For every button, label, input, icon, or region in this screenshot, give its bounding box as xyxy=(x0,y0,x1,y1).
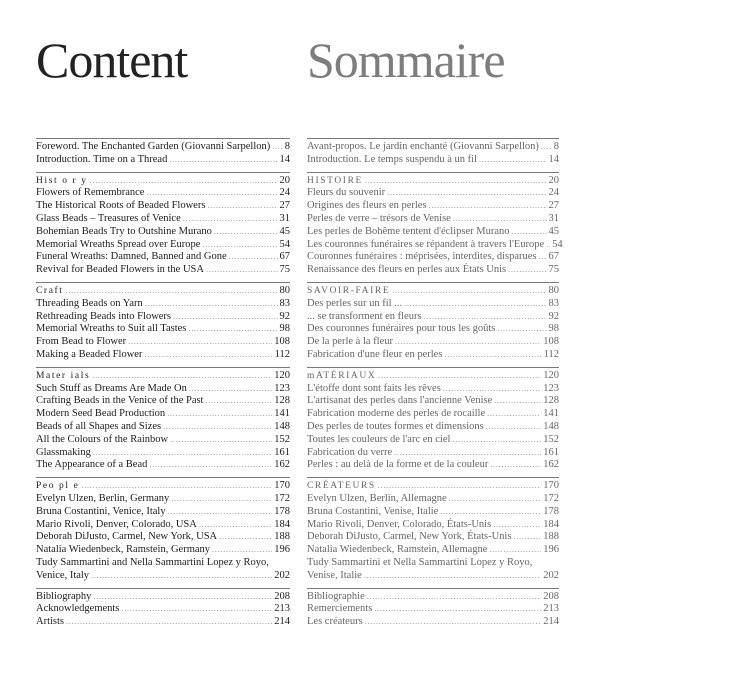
toc-section-craft xyxy=(307,282,559,362)
toc-page-number: 148 xyxy=(274,420,290,432)
toc-entry-title: Des perles sur un fil ... xyxy=(307,297,403,309)
toc-page-number: 152 xyxy=(274,433,290,445)
toc-entry-title: Perles : au delà de la forme et de la couleur xyxy=(307,459,489,471)
toc-entry-title: Memorial Wreaths Spread over Europe xyxy=(36,238,201,250)
toc-entry-title: Artists xyxy=(36,616,65,628)
toc-category-row[interactable] xyxy=(36,480,290,493)
toc-page-number: 112 xyxy=(543,348,559,360)
toc-page-number: 31 xyxy=(548,212,559,224)
dot-leader xyxy=(212,544,272,557)
toc-entry-title: Fleurs du souvenir xyxy=(307,187,386,199)
toc-entry-title: Deborah DiJusto, Carmel, New York, États-Unis xyxy=(307,531,512,543)
toc-page-number: 178 xyxy=(543,505,559,517)
toc-entry-title: Introduction. Time on a Thread xyxy=(36,153,168,165)
toc-entry-row[interactable] xyxy=(36,493,290,506)
toc-entry-title: Such Stuff as Dreams Are Made On xyxy=(36,382,187,394)
toc-page-number: 170 xyxy=(543,480,559,492)
toc-page-number: 108 xyxy=(543,336,559,348)
toc-entry-title: Tudy Sammartini and Nella Sammartini Lopez y Royo, xyxy=(36,556,269,568)
toc-page-number: 45 xyxy=(279,225,290,237)
toc-category-row[interactable] xyxy=(307,480,559,493)
toc-entry-row[interactable] xyxy=(307,238,563,252)
toc-entry-title: Remerciements xyxy=(307,603,373,615)
toc-entry-title: Couronnes funéraires : méprisées, interdites, disparues xyxy=(307,251,537,263)
toc-entry-row[interactable] xyxy=(307,591,559,604)
toc-page-number: 75 xyxy=(548,264,559,276)
toc-category-row[interactable] xyxy=(36,175,290,188)
toc-page-number: 67 xyxy=(279,251,290,263)
dot-leader xyxy=(512,226,547,239)
toc-entry-title: Les perles de Bohême tentent d'éclipser Murano xyxy=(307,225,510,237)
toc-entry-row[interactable] xyxy=(36,383,290,396)
dot-leader xyxy=(144,349,272,362)
dot-leader xyxy=(489,544,541,557)
toc-page-number: 128 xyxy=(274,395,290,407)
toc-entry-title: Evelyn Ulzen, Berlin, Allemagne xyxy=(307,492,447,504)
toc-entry-title: Des couronnes funéraires pour tous les goûts xyxy=(307,323,496,335)
toc-section-intro xyxy=(36,138,290,167)
toc-entry-row[interactable] xyxy=(307,506,559,519)
toc-entry-title: Glass Beads – Treasures of Venice xyxy=(36,212,181,224)
dot-leader xyxy=(146,187,277,200)
toc-entry-title: Fabrication du verre xyxy=(307,446,393,458)
toc-page-number: 20 xyxy=(548,174,559,186)
sommaire-heading: Sommaire xyxy=(307,32,505,88)
dot-leader xyxy=(171,493,272,506)
toc-entry-title: The Historical Roots of Beaded Flowers xyxy=(36,200,206,212)
dot-leader xyxy=(479,154,546,167)
toc-category-title: Hist o r y xyxy=(36,175,88,186)
dot-leader xyxy=(149,459,272,472)
toc-section-people xyxy=(307,477,559,582)
dot-leader xyxy=(367,591,542,604)
toc-entry-title: Beads of all Shapes and Sizes xyxy=(36,420,162,432)
toc-entry-row[interactable] xyxy=(36,200,290,213)
toc-entry-row[interactable] xyxy=(307,395,559,408)
dot-leader xyxy=(188,323,277,336)
toc-entry-row[interactable] xyxy=(36,447,290,460)
toc-entry-title: De la perle à la fleur xyxy=(307,336,393,348)
dot-leader xyxy=(497,323,546,336)
dot-leader xyxy=(205,395,272,408)
dot-leader xyxy=(170,434,272,447)
toc-entry-row[interactable] xyxy=(36,239,290,252)
dot-leader xyxy=(546,239,550,252)
dot-leader xyxy=(490,459,541,472)
dot-leader xyxy=(449,493,542,506)
toc-page-number: 83 xyxy=(279,297,290,309)
toc-entry-row[interactable] xyxy=(307,459,559,472)
toc-page-number: 83 xyxy=(548,297,559,309)
toc-entry-title: Bibliography xyxy=(36,590,92,602)
toc-page-number: 120 xyxy=(274,369,290,381)
toc-page-number: 162 xyxy=(543,459,559,471)
toc-entry-title: Modern Seed Bead Production xyxy=(36,408,166,420)
toc-page-number: 14 xyxy=(548,153,559,165)
toc-entry-row[interactable] xyxy=(36,311,290,324)
toc-page-number: 112 xyxy=(274,348,290,360)
toc-entry-row[interactable] xyxy=(307,493,559,506)
toc-entry-title: Memorial Wreaths to Suit all Tastes xyxy=(36,323,187,335)
toc-entry-row[interactable] xyxy=(307,544,559,557)
dot-leader xyxy=(214,226,278,239)
dot-leader xyxy=(378,480,541,493)
toc-entry-title: Mario Rivoli, Denver, Colorado, États-Unis xyxy=(307,518,492,530)
dot-leader xyxy=(453,213,547,226)
toc-page-number: 20 xyxy=(279,174,290,186)
toc-page-number: 208 xyxy=(543,590,559,602)
toc-page-number: 188 xyxy=(543,531,559,543)
toc-entry-title: Venise, Italie xyxy=(307,569,362,581)
toc-entry-title: Perles de verre – trésors de Venise xyxy=(307,212,451,224)
toc-entry-title: Acknowledgements xyxy=(36,603,120,615)
toc-entry-row[interactable] xyxy=(36,616,290,629)
toc-entry-row[interactable] xyxy=(307,531,559,544)
toc-entry-row[interactable] xyxy=(307,154,559,167)
toc-entry-row[interactable] xyxy=(36,251,290,264)
toc-entry-title: Bohemian Beads Try to Outshine Murano xyxy=(36,225,212,237)
dot-leader xyxy=(364,570,541,583)
dot-leader xyxy=(199,519,272,532)
toc-entry-title: ... se transforment en fleurs xyxy=(307,310,422,322)
toc-entry-title: Introduction. Le temps suspendu à un fil xyxy=(307,153,478,165)
toc-entry-row[interactable] xyxy=(307,421,559,434)
toc-entry-row[interactable] xyxy=(36,154,290,167)
toc-entry-title: Les créateurs xyxy=(307,616,363,628)
toc-entry-row[interactable] xyxy=(36,408,290,421)
toc-page-number: 184 xyxy=(274,518,290,530)
toc-entry-row[interactable] xyxy=(36,226,290,239)
toc-page-number: 188 xyxy=(274,531,290,543)
dot-leader xyxy=(374,603,541,616)
dot-leader xyxy=(365,616,542,629)
dot-leader xyxy=(202,239,277,252)
toc-entry-row[interactable] xyxy=(307,349,559,362)
toc-category-title: mATÉRIAUX xyxy=(307,370,377,381)
dot-leader xyxy=(189,383,272,396)
toc-section-history xyxy=(307,172,563,277)
toc-entry-title: Bruna Costantini, Venise, Italie xyxy=(307,505,439,517)
toc-section-people xyxy=(36,477,290,582)
toc-entry-row[interactable] xyxy=(36,421,290,434)
toc-page-number: 162 xyxy=(274,459,290,471)
toc-entry-title: Rethreading Beads into Flowers xyxy=(36,310,172,322)
toc-entry-row[interactable] xyxy=(307,141,559,154)
toc-entry-row[interactable] xyxy=(307,264,559,277)
toc-entry-row[interactable] xyxy=(307,408,559,421)
toc-page-number: 141 xyxy=(543,408,559,420)
toc-page-number: 202 xyxy=(543,569,559,581)
toc-page-number: 27 xyxy=(548,200,559,212)
toc-entry-title: Making a Beaded Flower xyxy=(36,348,143,360)
toc-entry-title: Revival for Beaded Flowers in the USA xyxy=(36,264,204,276)
toc-entry-row[interactable] xyxy=(307,226,559,239)
toc-page-number: 178 xyxy=(274,505,290,517)
toc-page-number: 161 xyxy=(543,446,559,458)
toc-entry-row[interactable] xyxy=(307,187,559,200)
dot-leader xyxy=(538,251,546,264)
toc-entry-title: Bibliographie xyxy=(307,590,365,602)
toc-entry-title: Threading Beads on Yarn xyxy=(36,297,143,309)
dot-leader xyxy=(91,570,272,583)
toc-entry-row[interactable] xyxy=(307,447,559,460)
toc-entry-row[interactable] xyxy=(36,336,290,349)
toc-entry-title: Renaissance des fleurs en perles aux États Unis xyxy=(307,264,507,276)
toc-entry-row[interactable] xyxy=(307,311,559,324)
toc-entry-title: The Appearance of a Bead xyxy=(36,459,148,471)
toc-page-number: 213 xyxy=(543,603,559,615)
dot-leader xyxy=(167,408,272,421)
dot-leader xyxy=(404,298,546,311)
dot-leader xyxy=(440,506,541,519)
toc-page-number: 196 xyxy=(543,544,559,556)
toc-entry-row[interactable] xyxy=(307,298,559,311)
toc-category-title: Craft xyxy=(36,285,64,296)
content-heading: Content xyxy=(36,32,188,88)
toc-page-number: 123 xyxy=(543,382,559,394)
toc-page-number: 45 xyxy=(548,225,559,237)
dot-leader xyxy=(494,395,541,408)
toc-entry-title: Venice, Italy xyxy=(36,569,90,581)
toc-entry-title: Bruna Costantini, Venice, Italy xyxy=(36,505,166,517)
dot-leader xyxy=(81,480,272,493)
toc-category-row[interactable] xyxy=(36,370,290,383)
toc-entry-row[interactable] xyxy=(36,141,290,154)
dot-leader xyxy=(424,311,547,324)
toc-page-number: 123 xyxy=(274,382,290,394)
toc-entry-title: Les couronnes funéraires se répandent à travers l'Europe xyxy=(307,238,545,250)
toc-category-title: Peo pl e xyxy=(36,481,80,492)
toc-entry-row[interactable] xyxy=(36,591,290,604)
toc-page-number: 196 xyxy=(274,544,290,556)
toc-entry-title: All the Colours of the Rainbow xyxy=(36,433,169,445)
dot-leader xyxy=(66,616,272,629)
toc-page-number: 172 xyxy=(274,492,290,504)
toc-page-number: 108 xyxy=(274,336,290,348)
toc-entry-title: From Bead to Flower xyxy=(36,336,127,348)
toc-entry-row[interactable] xyxy=(36,213,290,226)
toc-page-number: 170 xyxy=(274,480,290,492)
toc-page-number: 120 xyxy=(543,369,559,381)
toc-entry-title: Mario Rivoli, Denver, Colorado, USA xyxy=(36,518,197,530)
toc-entry-title: Fabrication moderne des perles de rocaille xyxy=(307,408,486,420)
toc-column-english xyxy=(36,138,290,634)
dot-leader xyxy=(163,421,272,434)
toc-page-number: 214 xyxy=(543,616,559,628)
toc-page-number: 80 xyxy=(279,284,290,296)
toc-entry-row[interactable] xyxy=(36,395,290,408)
toc-entry-title: Evelyn Ulzen, Berlin, Germany xyxy=(36,492,170,504)
toc-section-intro xyxy=(307,138,559,167)
toc-page-number: 213 xyxy=(274,603,290,615)
toc-page-number: 161 xyxy=(274,446,290,458)
toc-entry-title: Foreword. The Enchanted Garden (Giovanni Sarpellon) xyxy=(36,141,271,152)
toc-column-french xyxy=(307,138,563,634)
dot-leader xyxy=(145,298,278,311)
dot-leader xyxy=(219,531,272,544)
toc-entry-row[interactable] xyxy=(307,200,559,213)
toc-entry-row[interactable] xyxy=(36,264,290,277)
toc-entry-title: Fabrication d'une fleur en perles xyxy=(307,348,443,360)
toc-page-number: 98 xyxy=(548,323,559,335)
toc-entry-row[interactable] xyxy=(36,434,290,447)
toc-entry-row[interactable] xyxy=(36,459,290,472)
toc-entry-row[interactable] xyxy=(307,251,559,264)
toc-page-number: 67 xyxy=(548,251,559,263)
toc-entry-row[interactable] xyxy=(36,506,290,519)
toc-entry-title: Glassmaking xyxy=(36,446,91,458)
toc-category-row[interactable] xyxy=(36,285,290,298)
toc-entry-title: L'artisanat des perles dans l'ancienne Venise xyxy=(307,395,493,407)
dot-leader xyxy=(493,519,541,532)
toc-page-number: 8 xyxy=(553,141,559,152)
toc-page-number: 24 xyxy=(279,187,290,199)
toc-entry-row[interactable] xyxy=(307,323,559,336)
toc-page-number: 202 xyxy=(274,569,290,581)
dot-leader xyxy=(173,311,277,324)
toc-page-number: 54 xyxy=(279,238,290,250)
toc-entry-row[interactable] xyxy=(36,349,290,362)
dot-leader xyxy=(395,336,541,349)
toc-entry-title: Avant-propos. Le jardin enchanté (Giovanni Sarpellon) xyxy=(307,141,539,152)
toc-entry-row[interactable] xyxy=(307,557,559,570)
toc-entry-title: Natalia Wiedenbeck, Ramstein, Germany xyxy=(36,544,211,556)
dot-leader xyxy=(128,336,272,349)
dot-leader xyxy=(206,264,278,277)
toc-entry-row[interactable] xyxy=(307,603,559,616)
toc-page-number: 24 xyxy=(548,187,559,199)
toc-entry-row[interactable] xyxy=(307,434,559,447)
toc-page-number: 141 xyxy=(274,408,290,420)
dot-leader xyxy=(392,285,546,298)
toc-page-number: 184 xyxy=(543,518,559,530)
toc-category-title: CRÉATEURS xyxy=(307,481,376,492)
toc-page-number: 148 xyxy=(543,420,559,432)
toc-entry-row[interactable] xyxy=(36,531,290,544)
toc-entry-title: Funeral Wreaths: Damned, Banned and Gone xyxy=(36,251,227,263)
dot-leader xyxy=(90,175,278,188)
toc-entry-title: Flowers of Remembrance xyxy=(36,187,145,199)
dot-leader xyxy=(387,187,546,200)
dot-leader xyxy=(452,434,541,447)
toc-category-row[interactable] xyxy=(307,175,559,188)
dot-leader xyxy=(272,141,283,154)
dot-leader xyxy=(207,200,277,213)
dot-leader xyxy=(168,506,273,519)
dot-leader xyxy=(93,591,272,604)
toc-entry-title: Origines des fleurs en perles xyxy=(307,200,427,212)
dot-leader xyxy=(513,531,541,544)
dot-leader xyxy=(487,408,541,421)
dot-leader xyxy=(508,264,546,277)
toc-section-craft xyxy=(36,282,290,362)
toc-entry-row[interactable] xyxy=(307,570,559,583)
toc-entry-title: Tudy Sammartini et Nella Sammartini Lopez y Royo, xyxy=(307,556,533,568)
dot-leader xyxy=(121,603,272,616)
toc-entry-row[interactable] xyxy=(36,298,290,311)
toc-entry-row[interactable] xyxy=(36,323,290,336)
toc-category-title: Mater ials xyxy=(36,370,91,381)
toc-page-number: 214 xyxy=(274,616,290,628)
dot-leader xyxy=(429,200,547,213)
dot-leader xyxy=(541,141,552,154)
toc-entry-row[interactable] xyxy=(36,603,290,616)
toc-entry-row[interactable] xyxy=(36,544,290,557)
toc-page-number: 128 xyxy=(543,395,559,407)
dot-leader xyxy=(365,175,547,188)
toc-entry-row[interactable] xyxy=(307,383,559,396)
dot-leader xyxy=(183,213,278,226)
toc-page-number: 92 xyxy=(279,310,290,322)
toc-page-number: 54 xyxy=(552,238,563,250)
toc-section-materials xyxy=(307,367,559,472)
toc-page-number: 31 xyxy=(279,212,290,224)
toc-entry-row[interactable] xyxy=(307,336,559,349)
toc-section-back xyxy=(307,588,559,629)
toc-page-number: 8 xyxy=(284,141,290,152)
toc-entry-row[interactable] xyxy=(307,616,559,629)
toc-page-number: 14 xyxy=(279,153,290,165)
toc-entry-row[interactable] xyxy=(36,570,290,583)
dot-leader xyxy=(486,421,542,434)
toc-section-history xyxy=(36,172,290,277)
toc-category-title: HISTOIRE xyxy=(307,175,363,186)
toc-page-number: 75 xyxy=(279,264,290,276)
dot-leader xyxy=(394,447,541,460)
dot-leader xyxy=(92,370,272,383)
toc-entry-title: Toutes les couleurs de l'arc en ciel xyxy=(307,433,451,445)
dot-leader xyxy=(66,285,278,298)
toc-section-back xyxy=(36,588,290,629)
toc-category-title: SAVOIR-FAIRE xyxy=(307,285,391,296)
dot-leader xyxy=(378,370,541,383)
toc-page-number: 208 xyxy=(274,590,290,602)
toc-page-number: 98 xyxy=(279,323,290,335)
dot-leader xyxy=(443,383,541,396)
toc-page-number: 80 xyxy=(548,284,559,296)
toc-entry-row[interactable] xyxy=(307,519,559,532)
toc-entry-title: Des perles de toutes formes et dimensions xyxy=(307,420,484,432)
toc-entry-title: L'étoffe dont sont faits les rêves xyxy=(307,382,441,394)
dot-leader xyxy=(444,349,541,362)
toc-category-row[interactable] xyxy=(307,370,559,383)
toc-entry-title: Deborah DiJusto, Carmel, New York, USA xyxy=(36,531,218,543)
toc-category-row[interactable] xyxy=(307,285,559,298)
toc-entry-row[interactable] xyxy=(36,519,290,532)
dot-leader xyxy=(93,447,272,460)
toc-entry-row[interactable] xyxy=(36,557,290,570)
toc-entry-row[interactable] xyxy=(36,187,290,200)
toc-page-number: 92 xyxy=(548,310,559,322)
toc-entry-title: Crafting Beads in the Venice of the Past xyxy=(36,395,204,407)
toc-entry-row[interactable] xyxy=(307,213,559,226)
dot-leader xyxy=(169,154,277,167)
toc-page-number: 172 xyxy=(543,492,559,504)
toc-page-number: 152 xyxy=(543,433,559,445)
toc-page-number: 27 xyxy=(279,200,290,212)
toc-entry-title: Natalia Wiedenbeck, Ramstein, Allemagne xyxy=(307,544,488,556)
toc-section-materials xyxy=(36,367,290,472)
dot-leader xyxy=(229,251,278,264)
